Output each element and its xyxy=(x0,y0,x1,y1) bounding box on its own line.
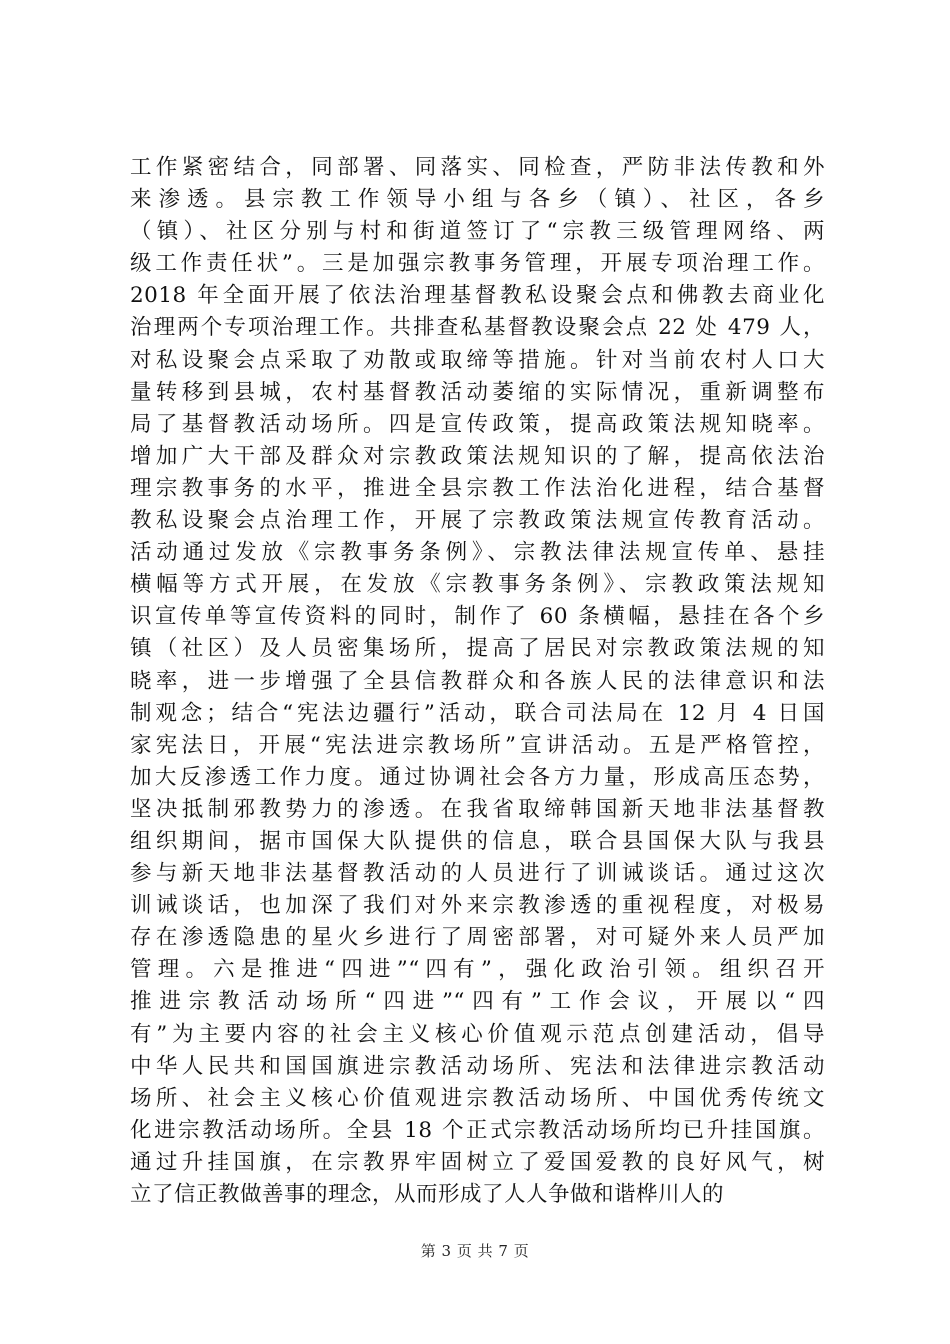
text-line: 量转移到县城，农村基督教活动萎缩的实际情况，重新调整布 xyxy=(130,379,825,405)
text-line: 推进宗教活动场所“四进”“四有”工作会议，开展以“四 xyxy=(130,989,825,1015)
text-line: 横幅等方式开展，在发放《宗教事务条例》、宗教政策法规知 xyxy=(130,572,825,598)
text-line: 级工作责任状”。三是加强宗教事务管理，开展专项治理工作。 xyxy=(130,251,825,277)
body-paragraph xyxy=(130,152,825,1211)
text-line: 增加广大干部及群众对宗教政策法规知识的了解，提高依法治 xyxy=(130,443,825,469)
text-line: 镇（社区）及人员密集场所，提高了居民对宗教政策法规的知 xyxy=(130,636,825,662)
text-line: 治理两个专项治理工作。共排查私基督教设聚会点 22 处 479 人， xyxy=(130,315,825,341)
text-line: 制观念；结合“宪法边疆行”活动，联合司法局在 12 月 4 日国 xyxy=(130,700,825,726)
text-line: 管理。六是推进“四进”“四有”，强化政治引领。组织召开 xyxy=(130,957,825,983)
text-line: 有”为主要内容的社会主义核心价值观示范点创建活动，倡导 xyxy=(130,1021,825,1047)
text-line: 晓率，进一步增强了全县信教群众和各族人民的法律意识和法 xyxy=(130,668,825,694)
text-line: 对私设聚会点采取了劝散或取缔等措施。针对当前农村人口大 xyxy=(130,347,825,373)
text-line: 来渗透。县宗教工作领导小组与各乡（镇）、社区，各乡 xyxy=(130,187,825,213)
text-line: 中华人民共和国国旗进宗教活动场所、宪法和法律进宗教活动 xyxy=(130,1053,825,1079)
text-line: 参与新天地非法基督教活动的人员进行了训诫谈话。通过这次 xyxy=(130,861,825,887)
text-line: 组织期间，据市国保大队提供的信息，联合县国保大队与我县 xyxy=(130,828,825,854)
text-line: 通过升挂国旗，在宗教界牢固树立了爱国爱教的良好风气，树 xyxy=(130,1149,825,1175)
text-line: 理宗教事务的水平，推进全县宗教工作法治化进程，结合基督 xyxy=(130,475,825,501)
text-line: （镇）、社区分别与村和街道签订了“宗教三级管理网络、两 xyxy=(130,219,825,245)
text-line: 坚决抵制邪教势力的渗透。在我省取缔韩国新天地非法基督教 xyxy=(130,796,825,822)
page-number-footer: 第 3 页 共 7 页 xyxy=(420,1242,530,1260)
text-line: 训诫谈话，也加深了我们对外来宗教渗透的重视程度，对极易 xyxy=(130,893,825,919)
text-line: 教私设聚会点治理工作，开展了宗教政策法规宣传教育活动。 xyxy=(130,508,825,534)
text-line: 场所、社会主义核心价值观进宗教活动场所、中国优秀传统文 xyxy=(130,1085,825,1111)
text-line: 活动通过发放《宗教事务条例》、宗教法律法规宣传单、悬挂 xyxy=(130,540,825,566)
text-line: 局了基督教活动场所。四是宣传政策，提高政策法规知晓率。 xyxy=(130,411,825,437)
text-line: 识宣传单等宣传资料的同时，制作了 60 条横幅，悬挂在各个乡 xyxy=(130,604,825,630)
text-line: 2018 年全面开展了依法治理基督教私设聚会点和佛教去商业化 xyxy=(130,283,825,309)
text-line: 工作紧密结合，同部署、同落实、同检查，严防非法传教和外 xyxy=(130,155,825,180)
text-line: 化进宗教活动场所。全县 18 个正式宗教活动场所均已升挂国旗。 xyxy=(130,1117,825,1143)
text-line: 家宪法日，开展“宪法进宗教场所”宣讲活动。五是严格管控， xyxy=(130,732,825,758)
text-line: 立了信正教做善事的理念，从而形成了人人争做和谐桦川人的 xyxy=(130,1182,725,1207)
text-line: 加大反渗透工作力度。通过协调社会各方力量，形成高压态势， xyxy=(130,764,825,790)
text-line: 存在渗透隐患的星火乡进行了周密部署，对可疑外来人员严加 xyxy=(130,925,825,951)
